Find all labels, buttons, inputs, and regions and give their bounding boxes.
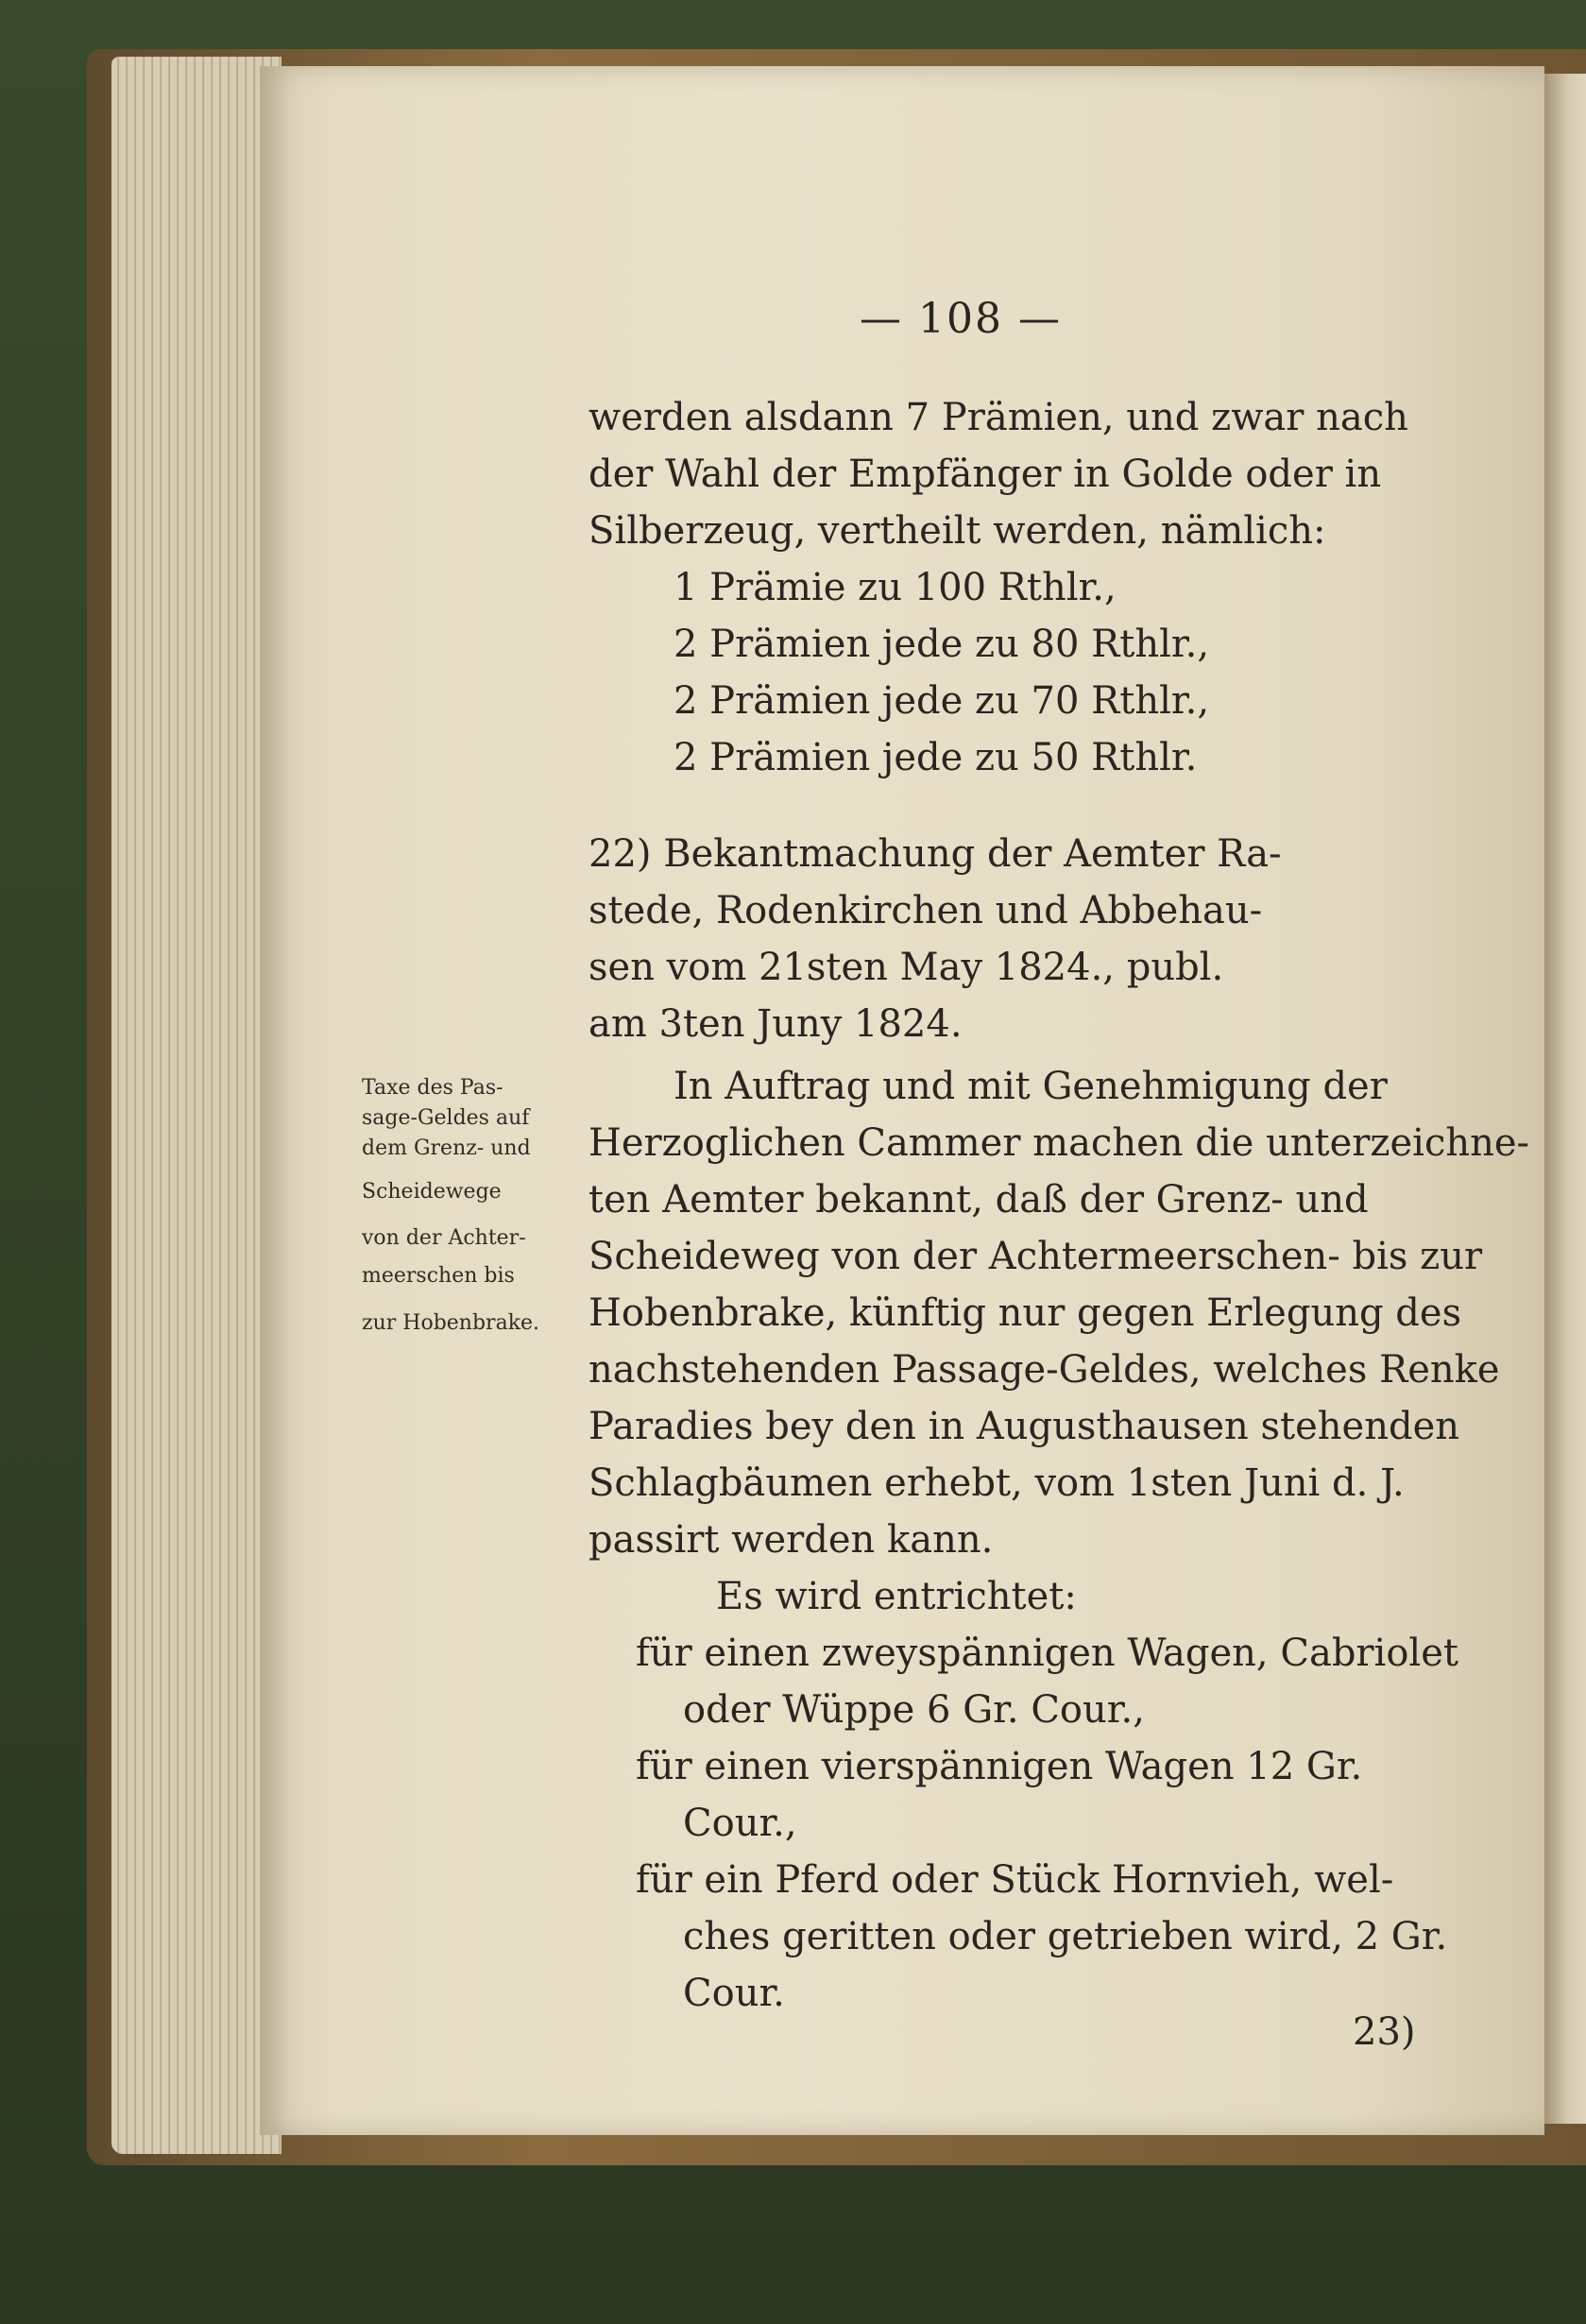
body-line-2: der Wahl der Empfänger in Golde oder in <box>588 453 1382 496</box>
body-line-23: oder Wüppe 6 Gr. Cour., <box>683 1688 1145 1732</box>
body-line-1: werden alsdann 7 Prämien, und zwar nach <box>588 396 1408 439</box>
margin-note-line-1: Taxe des Pas- <box>362 1076 503 1100</box>
body-line-25: Cour., <box>683 1802 797 1845</box>
margin-note-line-2: sage-Geldes auf <box>362 1106 530 1130</box>
body-line-14: ten Aemter bekannt, daß der Grenz- und <box>588 1178 1369 1222</box>
body-line-13: Herzoglichen Cammer machen die unterzeichne- <box>588 1121 1530 1165</box>
page-number: — 108 — <box>860 295 1062 343</box>
section-heading-line-3: sen vom 21sten May 1824., publ. <box>588 946 1224 989</box>
body-line-6: 2 Prämien jede zu 70 Rthlr., <box>674 679 1210 723</box>
body-line-20: passirt werden kann. <box>588 1518 994 1562</box>
body-line-16: Hobenbrake, künftig nur gegen Erlegung des <box>588 1291 1462 1335</box>
section-heading-line-1: 22) Bekantmachung der Aemter Ra- <box>588 832 1282 876</box>
facing-page-edge <box>1544 74 1586 2124</box>
body-line-5: 2 Prämien jede zu 80 Rthlr., <box>674 623 1210 666</box>
body-line-27: ches geritten oder getrieben wird, 2 Gr. <box>683 1915 1448 1958</box>
section-heading-line-2: stede, Rodenkirchen und Abbehau- <box>588 889 1263 932</box>
body-line-17: nachstehenden Passage-Geldes, welches Renke <box>588 1348 1500 1392</box>
catchword: 23) <box>1353 2010 1416 2054</box>
margin-note-line-6: meerschen bis <box>362 1264 515 1288</box>
body-line-21: Es wird entrichtet: <box>716 1575 1077 1618</box>
body-line-7: 2 Prämien jede zu 50 Rthlr. <box>674 736 1198 779</box>
body-line-12: In Auftrag und mit Genehmigung der <box>674 1065 1388 1108</box>
body-line-4: 1 Prämie zu 100 Rthlr., <box>674 566 1117 609</box>
margin-note-line-4: Scheidewege <box>362 1180 502 1204</box>
body-line-18: Paradies bey den in Augusthausen stehenden <box>588 1405 1460 1448</box>
body-line-22: für einen zweyspännigen Wagen, Cabriolet <box>636 1632 1458 1675</box>
body-line-26: für ein Pferd oder Stück Hornvieh, wel- <box>636 1858 1394 1902</box>
margin-note-line-7: zur Hobenbrake. <box>362 1311 540 1335</box>
body-line-19: Schlagbäumen erhebt, vom 1sten Juni d. J. <box>588 1461 1405 1505</box>
body-line-24: für einen vierspännigen Wagen 12 Gr. <box>636 1745 1363 1788</box>
margin-note-line-5: von der Achter- <box>362 1226 526 1250</box>
margin-note-line-3: dem Grenz- und <box>362 1136 531 1160</box>
page-edges <box>111 57 281 2154</box>
body-line-3: Silberzeug, vertheilt werden, nämlich: <box>588 509 1326 553</box>
body-line-28: Cour. <box>683 1972 785 2015</box>
section-heading-line-4: am 3ten Juny 1824. <box>588 1002 963 1046</box>
body-line-15: Scheideweg von der Achtermeerschen- bis zur <box>588 1235 1483 1278</box>
